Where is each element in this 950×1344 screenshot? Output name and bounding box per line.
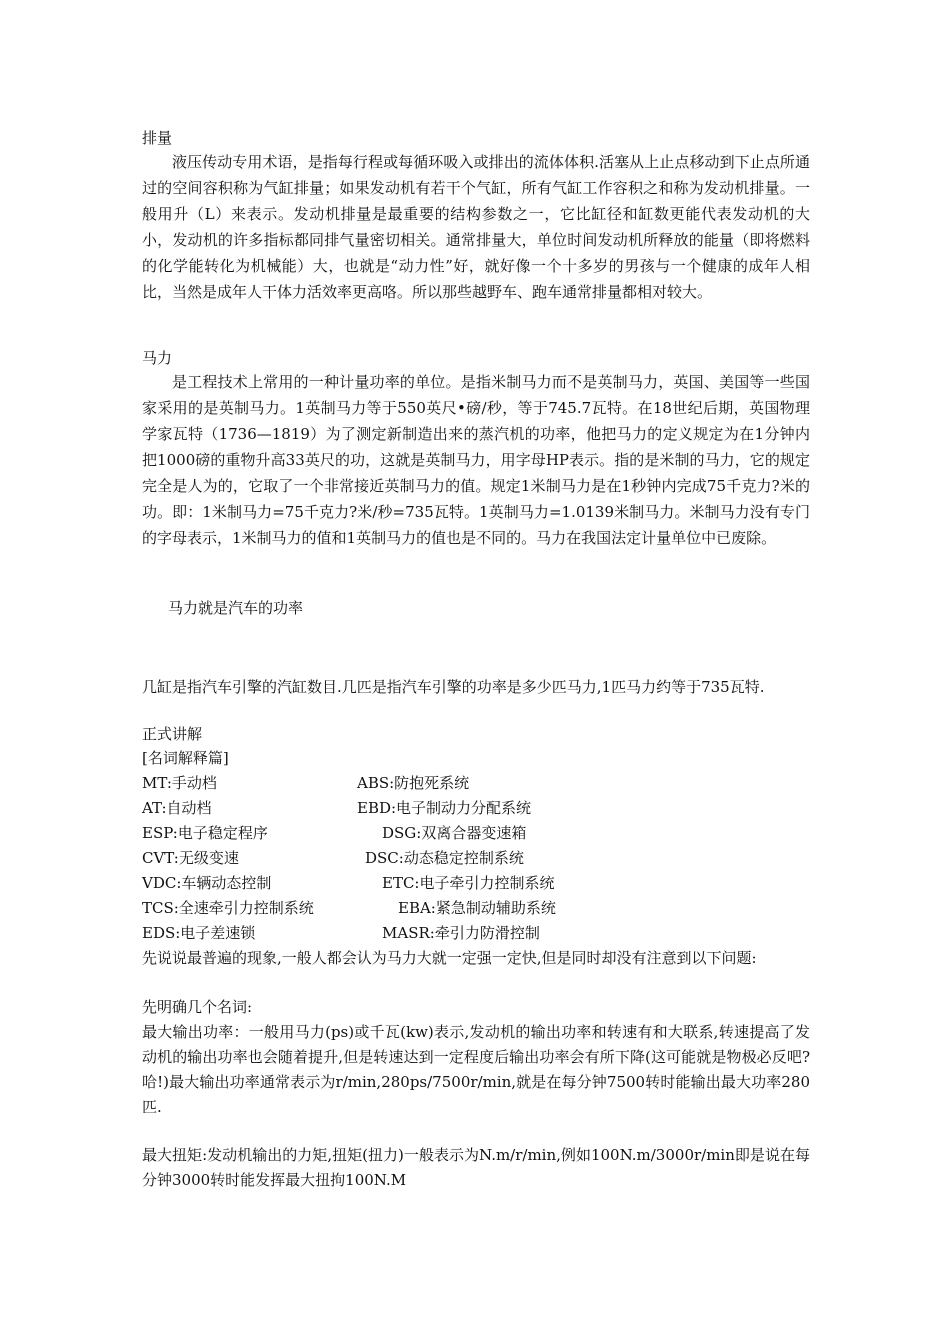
terms-intro: 先明确几个名词: xyxy=(142,998,253,1016)
section-title-displacement: 排量 xyxy=(142,129,173,147)
glossary-term: VDC:车辆动态控制 xyxy=(142,874,272,892)
glossary-term: EDS:电子差速锁 xyxy=(142,924,256,942)
glossary-term: ESP:电子稳定程序 xyxy=(142,824,268,842)
glossary-term: MT:手动档 xyxy=(142,774,217,792)
glossary-term: ABS:防抱死系统 xyxy=(357,774,470,792)
glossary-term: CVT:无级变速 xyxy=(142,849,239,867)
glossary-heading: [名词解释篇] xyxy=(142,749,229,767)
glossary-term: DSC:动态稳定控制系统 xyxy=(365,849,524,867)
horsepower-note: 马力就是汽车的功率 xyxy=(168,599,304,617)
paragraph-cylinders: 几缸是指汽车引擎的汽缸数目.几匹是指汽车引擎的功率是多少匹马力,1匹马力约等于735瓦特. xyxy=(142,678,765,696)
glossary-term: ETC:电子牵引力控制系统 xyxy=(382,874,555,892)
paragraph-common-misconception: 先说说最普遍的现象,一般人都会认为马力大就一定强一定快,但是同时却没有注意到以下问题: xyxy=(142,949,757,967)
paragraph-displacement: 液压传动专用术语，是指每行程或每循环吸入或排出的流体体积.活塞从上止点移动到下止点所通过的空间容积称为气缸排量；如果发动机有若干个气缸，所有气缸工作容积之和称为发动机排量。一般用升（L）来表示。发动机排量是最重要的结构参数之一，它比缸径和缸数更能代表发动机的大小，发动机的许多指标都同排气量密切相关。通常排量大，单位时间发动机所释放的能量（即将燃料的化学能转化为机械能）大，也就是“动力性”好，就好像一个十多岁的男孩与一个健康的成年人相比，当然是成年人干体力活效率更高咯。所以那些越野车、跑车通常排量都相对较大。 xyxy=(142,153,810,301)
glossary-term: AT:自动档 xyxy=(142,799,212,817)
glossary-term: EBA:紧急制动辅助系统 xyxy=(398,899,556,917)
paragraph-max-torque: 最大扭矩:发动机输出的力矩,扭矩(扭力)一般表示为N.m/r/min,例如100N.m/3000r/min即是说在每分钟3000转时能发挥最大扭拘100N.M xyxy=(142,1146,810,1189)
paragraph-max-power: 最大输出功率：一般用马力(ps)或千瓦(kw)表示,发动机的输出功率和转速有和大联系,转速提高了发动机的输出功率也会随着提升,但是转速达到一定程度后输出功率会有所下降(这可能就是物极必反吧?哈!)最大输出功率通常表示为r/min,280ps/7500r/min,就是在每分钟7500转时能输出最大功率280匹. xyxy=(142,1023,810,1116)
glossary-term: TCS:全速牵引力控制系统 xyxy=(142,899,314,917)
paragraph-horsepower: 是工程技术上常用的一种计量功率的单位。是指米制马力而不是英制马力，英国、美国等一些国家采用的是英制马力。1英制马力等于550英尺•磅/秒，等于745.7瓦特。在18世纪后期，英国物理学家瓦特（1736—1819）为了测定新制造出来的蒸汽机的功率，他把马力的定义规定为在1分钟内把1000磅的重物升高33英尺的功，这就是英制马力，用字母HP表示。指的是米制的马力，它的规定完全是人为的，它取了一个非常接近英制马力的值。规定1米制马力是在1秒钟内完成75千克力?米的功。即：1米制马力=75千克力?米/秒=735瓦特。1英制马力=1.0139米制马力。米制马力没有专门的字母表示，1米制马力的值和1英制马力的值也是不同的。马力在我国法定计量单位中已废除。 xyxy=(142,373,810,547)
glossary-term: MASR:牵引力防滑控制 xyxy=(382,924,540,942)
glossary-term: DSG:双离合器变速箱 xyxy=(382,824,527,842)
formal-explanation-heading: 正式讲解 xyxy=(142,725,203,743)
section-title-horsepower: 马力 xyxy=(142,349,173,367)
glossary-term: EBD:电子制动力分配系统 xyxy=(357,799,532,817)
